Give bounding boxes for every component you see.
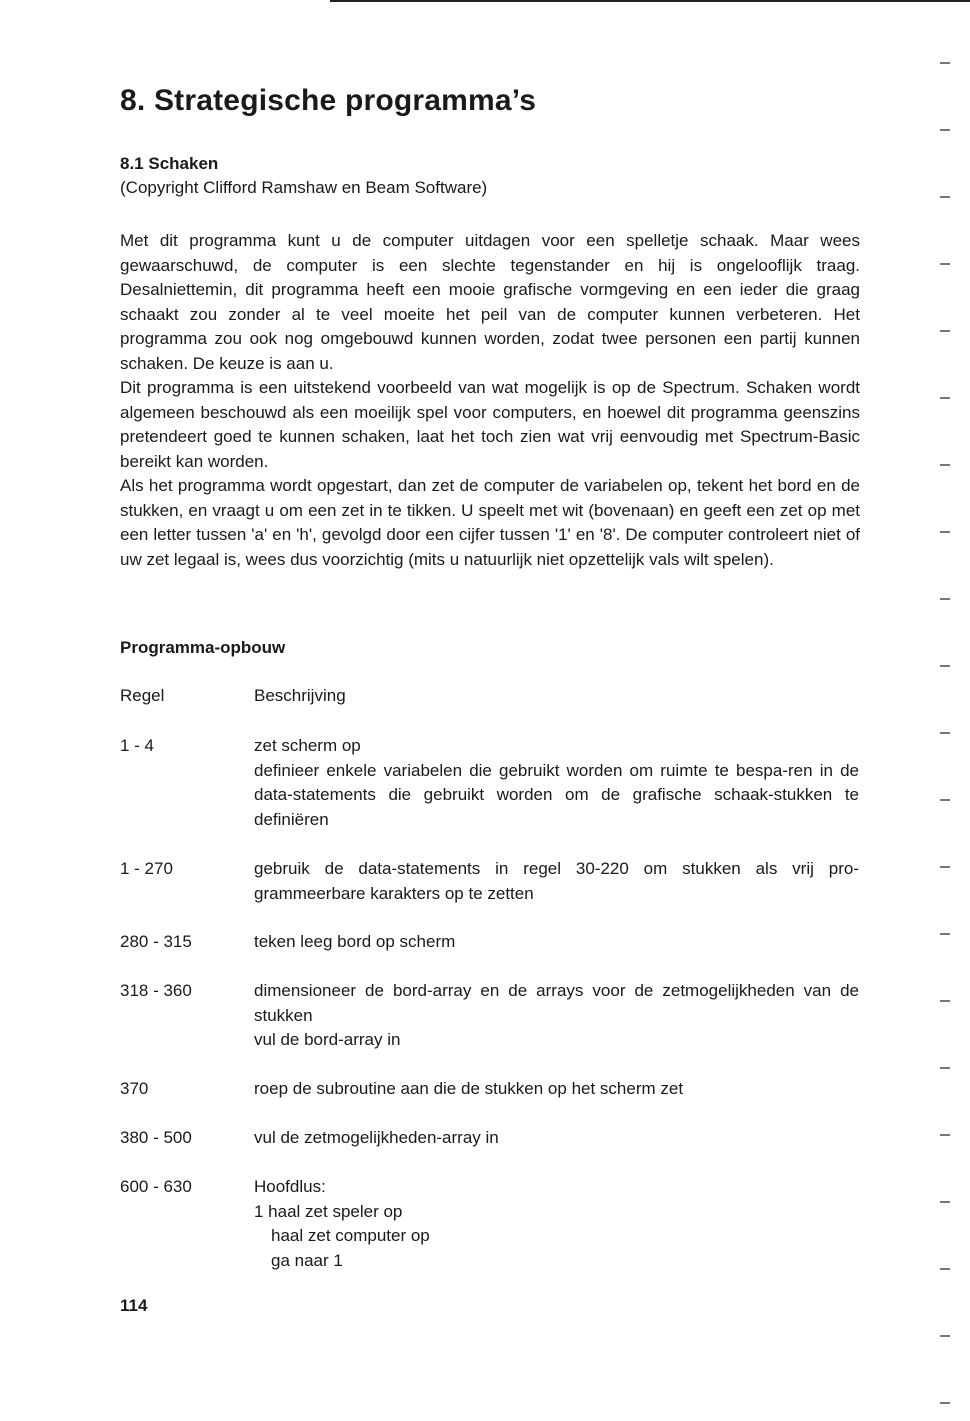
margin-tick <box>940 263 950 265</box>
chapter-title: 8. Strategische programma’s <box>120 84 537 117</box>
column-header-beschrijving: Beschrijving <box>254 686 346 705</box>
margin-tick <box>940 62 950 64</box>
margin-tick <box>940 1000 950 1002</box>
intro-paragraph: Als het programma wordt opgestart, dan zet de computer de variabelen op, tekent het bord en de stukken, en vraagt u om een zet in te tikken. U speelt met wit (bovenaan) en geeft een zet op met een letter tussen 'a' en 'h', gevolgd door een cijfer tussen '1' en '8'. De computer controleert niet of uw zet legaal is, wees dus voorzichtig (mits u natuurlijk niet opzettelijk vals wilt spelen). <box>120 476 860 569</box>
intro-text <box>120 229 860 572</box>
row-description <box>254 857 859 906</box>
margin-tick <box>940 598 950 600</box>
margin-tick <box>940 531 950 533</box>
margin-tick <box>940 933 950 935</box>
row-description-line: vul de zetmogelijkheden-array in <box>254 1128 499 1147</box>
margin-tick <box>940 196 950 198</box>
row-description-line: zet scherm op <box>254 736 361 755</box>
section-title: 8.1 Schaken <box>120 154 219 173</box>
row-description-line: roep de subroutine aan die de stukken op het scherm zet <box>254 1079 684 1098</box>
margin-tick <box>940 1067 950 1069</box>
margin-tick <box>940 732 950 734</box>
margin-tick <box>940 397 950 399</box>
row-description <box>254 930 859 955</box>
margin-tick <box>940 330 950 332</box>
row-description-line: gebruik de data-statements in regel 30-220 om stukken als vrij pro-grammeerbare karakters op te zetten <box>254 859 859 903</box>
row-regel: 280 - 315 <box>120 932 192 951</box>
column-header-regel: Regel <box>120 686 165 705</box>
row-regel: 370 <box>120 1079 149 1098</box>
row-regel: 600 - 630 <box>120 1177 192 1196</box>
row-description-line: 1 haal zet speler op <box>254 1201 403 1221</box>
margin-tick <box>940 1134 950 1136</box>
row-description <box>254 734 859 832</box>
row-description <box>254 1126 859 1151</box>
margin-tick <box>940 665 950 667</box>
margin-tick <box>940 1201 950 1203</box>
row-regel: 380 - 500 <box>120 1128 192 1147</box>
row-description-line: definieer enkele variabelen die gebruikt worden om ruimte te bespa-ren in de data-statements die gebruikt worden om de grafische schaak-stukken te definiëren <box>254 760 859 829</box>
intro-paragraph: Dit programma is een uitstekend voorbeeld van wat mogelijk is op de Spectrum. Schaken wordt algemeen beschouwd als een moeilijk spel voor computers, en hoewel dit programma geenszins pretendeert goed te kunnen schaken, laat het toch zien wat vrij eenvoudig met Spectrum-Basic bereikt kan worden. <box>120 378 860 471</box>
row-description <box>254 1077 859 1102</box>
margin-tick <box>940 1402 950 1404</box>
intro-paragraph: Met dit programma kunt u de computer uitdagen voor een spelletje schaak. Maar wees gewaarschuwd, de computer is een slechte tegenstander en hij is ongelooflijk traag. Desalniettemin, dit programma heeft een mooie grafische vormgeving en een ieder die graag schaakt zou zonder al te veel moeite het peil van de computer kunnen verbeteren. Het programma zou ook nog omgebouwd kunnen worden, zodat twee personen een partij kunnen schaken. De keuze is aan u. <box>120 231 860 373</box>
row-description-line: dimensioneer de bord-array en de arrays voor de zetmogelijkheden van de stukken <box>254 981 859 1025</box>
copyright-line: (Copyright Clifford Ramshaw en Beam Software) <box>120 178 488 197</box>
margin-tick <box>940 1335 950 1337</box>
row-description-line: Hoofdlus: <box>254 1177 326 1196</box>
row-description-line: teken leeg bord op scherm <box>254 932 456 951</box>
row-description <box>254 979 859 1053</box>
row-regel: 318 - 360 <box>120 981 192 1000</box>
margin-tick <box>940 799 950 801</box>
margin-tick <box>940 464 950 466</box>
row-regel: 1 - 4 <box>120 736 155 755</box>
row-description-line: ga naar 1 <box>271 1250 343 1270</box>
top-rule <box>330 0 970 2</box>
margin-tick <box>940 866 950 868</box>
row-description-line: haal zet computer op <box>271 1226 430 1245</box>
margin-tick <box>940 129 950 131</box>
row-regel: 1 - 270 <box>120 859 173 878</box>
row-description <box>254 1175 859 1273</box>
margin-tick <box>940 1268 950 1270</box>
program-structure-heading: Programma-opbouw <box>120 638 286 657</box>
margin-tick-marks <box>940 0 952 1421</box>
row-description-line: vul de bord-array in <box>254 1030 401 1049</box>
page-number: 114 <box>120 1296 148 1315</box>
